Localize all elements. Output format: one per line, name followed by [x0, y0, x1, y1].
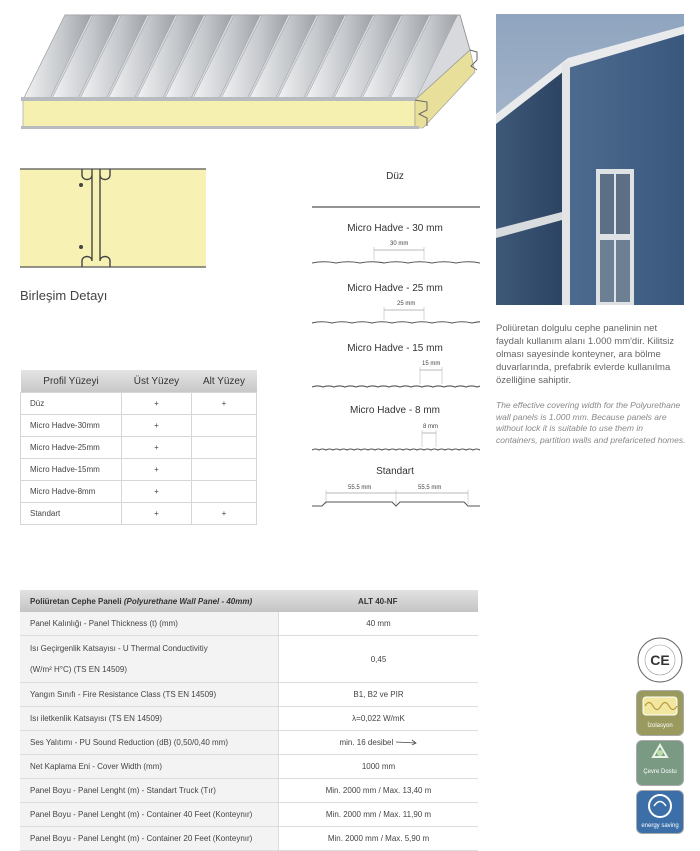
table-row: [20, 636, 478, 683]
izolasyon-label: İzolasyon: [647, 723, 673, 729]
spec-table-header: [20, 590, 279, 612]
table-row: [20, 827, 478, 851]
profile-title-30: Micro Hadve - 30 mm: [347, 223, 443, 234]
profile-cell: Micro Hadve-15mm: [21, 459, 122, 481]
profile-cell: [191, 437, 256, 459]
spec-table-header-value: ALT 40-NF: [279, 590, 479, 612]
spec-value: 0,45: [279, 636, 479, 683]
spec-value: 1000 mm: [279, 755, 479, 779]
spec-value: B1, B2 ve PIR: [279, 683, 479, 707]
profile-line-8: [312, 429, 480, 455]
panel-illustration: [15, 10, 485, 140]
table-row: [20, 612, 478, 636]
cevre-dostu-label: Çevre Dostu: [643, 769, 677, 775]
spec-header-label: Poliüretan Cephe Paneli: [30, 596, 122, 606]
table-row: [21, 437, 257, 459]
spec-value: Min. 2000 mm / Max. 11,90 m: [279, 803, 479, 827]
profile-title-8: Micro Hadve - 8 mm: [349, 405, 440, 416]
profile-cell: +: [191, 503, 256, 525]
profile-title-duz: Düz: [386, 171, 404, 182]
spec-label: Isı iletkenlik Katsayısı (TS EN 14509): [20, 707, 279, 731]
spec-value: Min. 2000 mm / Max. 13,40 m: [279, 779, 479, 803]
profile-cell: +: [191, 393, 256, 415]
profile-cell: +: [122, 415, 192, 437]
profile-cell: +: [122, 437, 192, 459]
profile-dim-8: 8 mm: [423, 424, 438, 430]
energy-badge: [636, 790, 684, 834]
profile-cell: Düz: [21, 393, 122, 415]
building-photo: [496, 14, 684, 305]
profile-line-30: [312, 246, 480, 268]
profile-cell: [191, 481, 256, 503]
spec-value: λ=0,022 W/mK: [279, 707, 479, 731]
insulation-icon: [637, 691, 683, 721]
table-row: [21, 415, 257, 437]
cevre-dostu-badge: [636, 740, 684, 786]
energy-saving-icon: [637, 791, 683, 821]
profile-cell: [191, 415, 256, 437]
profile-table-header: Üst Yüzey: [122, 370, 192, 393]
spec-label: Panel Boyu - Panel Lenght (m) - Container 20 Feet (Konteynır): [20, 827, 279, 851]
spec-value: 40 mm: [279, 612, 479, 636]
description-tr: Poliüretan dolgulu cephe panelinin net faydalı kullanım alanı 1.000 mm'dir. Kilitsiz olması sayesinde konteyner, ara bölme duvarlarında, prefabrik evlerde kullanılma özelliğine sahiptir.: [496, 323, 675, 386]
profile-cell: [191, 459, 256, 481]
spec-header-label-en: (Polyurethane Wall Panel - 40mm): [123, 596, 253, 606]
joint-detail-caption: Birleşim Detayı: [20, 288, 108, 303]
spec-label: Net Kaplama Eni - Cover Width (mm): [20, 755, 279, 779]
spec-label-line: (W/m² H°C) (TS EN 14509): [30, 665, 127, 674]
spec-value: [279, 731, 479, 755]
profile-title-standart: Standart: [376, 466, 414, 477]
joint-detail-drawing: [20, 167, 207, 269]
profile-line-standart: [312, 490, 480, 512]
spec-label: Yangın Sınıfı - Fire Resistance Class (TS EN 14509): [20, 683, 279, 707]
table-row: [21, 481, 257, 503]
profile-table-header: Alt Yüzey: [191, 370, 256, 393]
profile-cell: Standart: [21, 503, 122, 525]
spec-table: [20, 590, 478, 851]
spec-label-line: Isı Geçirgenlik Katsayısı - U Thermal Conductivitiy: [30, 644, 208, 653]
energy-label: energy saving: [641, 823, 679, 829]
description-en: The effective covering width for the Polyurethane wall panels is 1.000 mm. Because panels are without lock it is suitable to use them in containers, partition walls and prefariceted homes.: [496, 400, 686, 445]
profile-cell: Micro Hadve-30mm: [21, 415, 122, 437]
profile-dim-25: 25 mm: [397, 301, 416, 307]
table-row: [20, 779, 478, 803]
spec-label: [20, 636, 279, 683]
spec-label: Ses Yalıtımı - PU Sound Reduction (dB) (0,50/0,40 mm): [20, 731, 279, 755]
profile-dim-30: 30 mm: [390, 241, 409, 247]
spec-value-text: min. 16 desibel: [339, 738, 394, 747]
spec-label: Panel Kalınlığı - Panel Thickness (t) (mm): [20, 612, 279, 636]
svg-text:CE: CE: [650, 652, 670, 668]
profile-title-25: Micro Hadve - 25 mm: [347, 283, 443, 294]
table-row: [21, 393, 257, 415]
spec-value: Min. 2000 mm / Max. 5,90 m: [279, 827, 479, 851]
ce-seal-icon: [636, 636, 684, 684]
table-row: [20, 755, 478, 779]
profile-surface-table: [20, 370, 257, 525]
spec-label: Panel Boyu - Panel Lenght (m) - Container 40 Feet (Konteynır): [20, 803, 279, 827]
profile-cell: Micro Hadve-25mm: [21, 437, 122, 459]
table-row: [21, 503, 257, 525]
profile-table-header: Profil Yüzeyi: [21, 370, 122, 393]
profile-cell: +: [122, 481, 192, 503]
recycle-icon: [637, 741, 683, 767]
profile-cell: +: [122, 459, 192, 481]
izolasyon-badge: [636, 690, 684, 736]
profile-cell: +: [122, 503, 192, 525]
table-row: [21, 459, 257, 481]
profile-dim-15: 15 mm: [422, 361, 441, 367]
table-row: [20, 683, 478, 707]
profile-cell: Micro Hadve-8mm: [21, 481, 122, 503]
ce-badge: [636, 636, 684, 684]
profile-line-duz: [312, 202, 480, 212]
profile-dim-standart-2: 55.5 mm: [418, 485, 442, 491]
profile-dim-standart-1: 55.5 mm: [348, 485, 372, 491]
profile-title-15: Micro Hadve - 15 mm: [347, 343, 443, 354]
spec-label: Panel Boyu - Panel Lenght (m) - Standart Truck (Tır): [20, 779, 279, 803]
profile-cell: +: [122, 393, 192, 415]
profile-line-15: [312, 366, 480, 392]
table-row: [20, 707, 478, 731]
arrow-icon: [396, 739, 418, 745]
table-row: [20, 803, 478, 827]
table-row: [20, 731, 478, 755]
profile-line-25: [312, 306, 480, 328]
